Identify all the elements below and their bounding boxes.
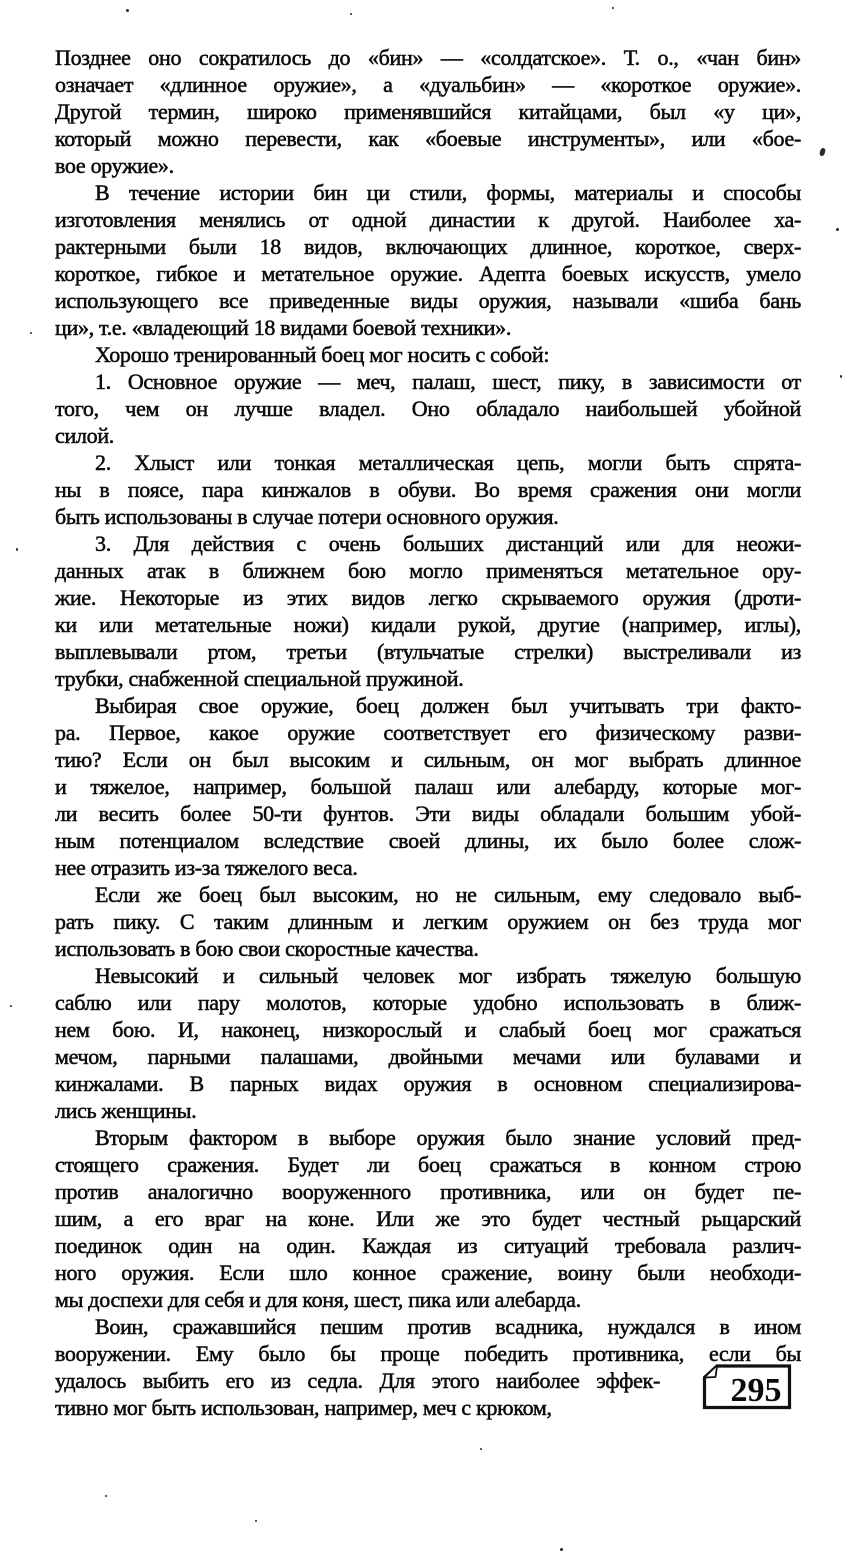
text-line: ли весить более 50-ти фунтов. Эти виды обладали большим убой- bbox=[55, 801, 801, 826]
paragraph bbox=[55, 692, 801, 881]
text-line: Выбирая свое оружие, боец должен был учитывать три факто- bbox=[95, 693, 801, 718]
text-line: означает «длинное оружие», а «дуальбин» — «короткое оружие». bbox=[55, 72, 801, 97]
scan-speck bbox=[350, 13, 352, 15]
text-line: саблю или пару молотов, которые удобно использовать в ближ- bbox=[55, 990, 801, 1015]
text-line: Вторым фактором в выборе оружия было знание условий пред- bbox=[95, 1125, 801, 1150]
text-line: 3. Для действия с очень больших дистанций или для неожи- bbox=[95, 531, 801, 556]
text-line: удалось выбить его из седла. Для этого наиболее эффек- bbox=[55, 1368, 660, 1393]
scan-speck bbox=[30, 332, 32, 334]
text-line: ра. Первое, какое оружие соответствует его физическому разви- bbox=[55, 720, 801, 745]
text-line: мы доспехи для себя и для коня, шест, пика или алебарда. bbox=[55, 1287, 581, 1312]
text-line: рать пику. С таким длинным и легким оружием он без труда мог bbox=[55, 909, 801, 934]
text-line: шим, а его враг на коне. Или же это будет честный рыцарский bbox=[55, 1206, 801, 1231]
text-line: и тяжелое, например, большой палаш или алебарду, которые мог- bbox=[55, 774, 801, 799]
paragraph bbox=[55, 962, 801, 1124]
text-line: против аналогично вооруженного противника, или он будет пе- bbox=[55, 1179, 801, 1204]
text-line: тию? Если он был высоким и сильным, он мог выбрать длинное bbox=[55, 747, 801, 772]
text-line: изготовления менялись от одной династии к другой. Наиболее ха- bbox=[55, 207, 801, 232]
text-line: использовать в бою свои скоростные качества. bbox=[55, 936, 479, 961]
scan-speck bbox=[10, 1005, 12, 1007]
scan-speck bbox=[105, 1495, 107, 1497]
text-line: ным потенциалом вследствие своей длины, их было более слож- bbox=[55, 828, 801, 853]
scan-speck bbox=[819, 147, 826, 156]
scan-speck bbox=[560, 1548, 563, 1551]
paragraph bbox=[55, 449, 801, 530]
text-line: силой. bbox=[55, 423, 114, 448]
paragraph bbox=[55, 1313, 801, 1421]
text-line: 1. Основное оружие — меч, палаш, шест, пику, в зависимости от bbox=[95, 369, 801, 394]
text-line: ци», т.е. «владеющий 18 видами боевой техники». bbox=[55, 315, 512, 340]
text-line: ки или метательные ножи) кидали рукой, другие (например, иглы), bbox=[55, 612, 801, 637]
paragraph bbox=[55, 530, 801, 692]
text-line: вооружении. Ему было бы проще победить противника, если бы bbox=[55, 1341, 801, 1366]
scan-speck bbox=[612, 7, 614, 9]
paragraph bbox=[55, 44, 801, 179]
page-number-badge bbox=[701, 1363, 793, 1411]
text-line: стоящего сражения. Будет ли боец сражаться в конном строю bbox=[55, 1152, 801, 1177]
text-line: 2. Хлыст или тонкая металлическая цепь, могли быть спрята- bbox=[95, 450, 801, 475]
scan-speck bbox=[840, 375, 842, 378]
text-line: Другой термин, широко применявшийся китайцами, был «у ци», bbox=[55, 99, 801, 124]
text-line: ного оружия. Если шло конное сражение, воину были необходи- bbox=[55, 1260, 801, 1285]
scan-speck bbox=[126, 9, 129, 12]
text-line: вое оружие». bbox=[55, 153, 174, 178]
scan-speck bbox=[255, 1520, 257, 1522]
text-line: мечом, парными палашами, двойными мечами или булавами и bbox=[55, 1044, 801, 1069]
text-line: лись женщины. bbox=[55, 1098, 197, 1123]
text-line: выплевывали ртом, третьи (втульчатые стрелки) выстреливали из bbox=[55, 639, 801, 664]
scan-speck bbox=[480, 1448, 482, 1450]
text-block bbox=[55, 44, 801, 1421]
text-line: Если же боец был высоким, но не сильным, ему следовало выб- bbox=[95, 882, 801, 907]
text-line: нем бою. И, наконец, низкорослый и слабый боец мог сражаться bbox=[55, 1017, 801, 1042]
paragraph bbox=[55, 1124, 801, 1313]
text-line: использующего все приведенные виды оружия, называли «шиба бань bbox=[55, 288, 801, 313]
text-line: данных атак в ближнем бою могло применяться метательное ору- bbox=[55, 558, 801, 583]
text-line: Позднее оно сократилось до «бин» — «солдатское». Т. о., «чан бин» bbox=[55, 45, 801, 70]
paragraph bbox=[55, 341, 801, 368]
text-line: Хорошо тренированный боец мог носить с собой: bbox=[95, 342, 550, 367]
text-line: Воин, сражавшийся пешим против всадника, нуждался в ином bbox=[95, 1314, 801, 1339]
text-line: поединок один на один. Каждая из ситуаций требовала различ- bbox=[55, 1233, 801, 1258]
scan-speck bbox=[16, 548, 18, 551]
paragraph bbox=[55, 881, 801, 962]
text-line: жие. Некоторые из этих видов легко скрываемого оружия (дроти- bbox=[55, 585, 801, 610]
text-line: нее отразить из-за тяжелого веса. bbox=[55, 855, 358, 880]
text-line: трубки, снабженной специальной пружиной. bbox=[55, 666, 464, 691]
text-line: того, чем он лучше владел. Оно обладало наибольшей убойной bbox=[55, 396, 801, 421]
text-line: рактерными были 18 видов, включающих длинное, короткое, сверх- bbox=[55, 234, 801, 259]
paragraph bbox=[55, 368, 801, 449]
text-line: кинжалами. В парных видах оружия в основном специализирова- bbox=[55, 1071, 801, 1096]
text-line: быть использованы в случае потери основного оружия. bbox=[55, 504, 559, 529]
text-line: короткое, гибкое и метательное оружие. Адепта боевых искусств, умело bbox=[55, 261, 801, 286]
page-number: 295 bbox=[730, 1372, 782, 1409]
text-line: тивно мог быть использован, например, меч с крюком, bbox=[55, 1395, 552, 1420]
text-line: ны в поясе, пара кинжалов в обуви. Во время сражения они могли bbox=[55, 477, 801, 502]
text-line: В течение истории бин ци стили, формы, материалы и способы bbox=[95, 180, 801, 205]
text-line: Невысокий и сильный человек мог избрать тяжелую большую bbox=[95, 963, 801, 988]
scan-speck bbox=[836, 228, 839, 231]
text-line: который можно перевести, как «боевые инструменты», или «бое- bbox=[55, 126, 801, 151]
paragraph bbox=[55, 179, 801, 341]
